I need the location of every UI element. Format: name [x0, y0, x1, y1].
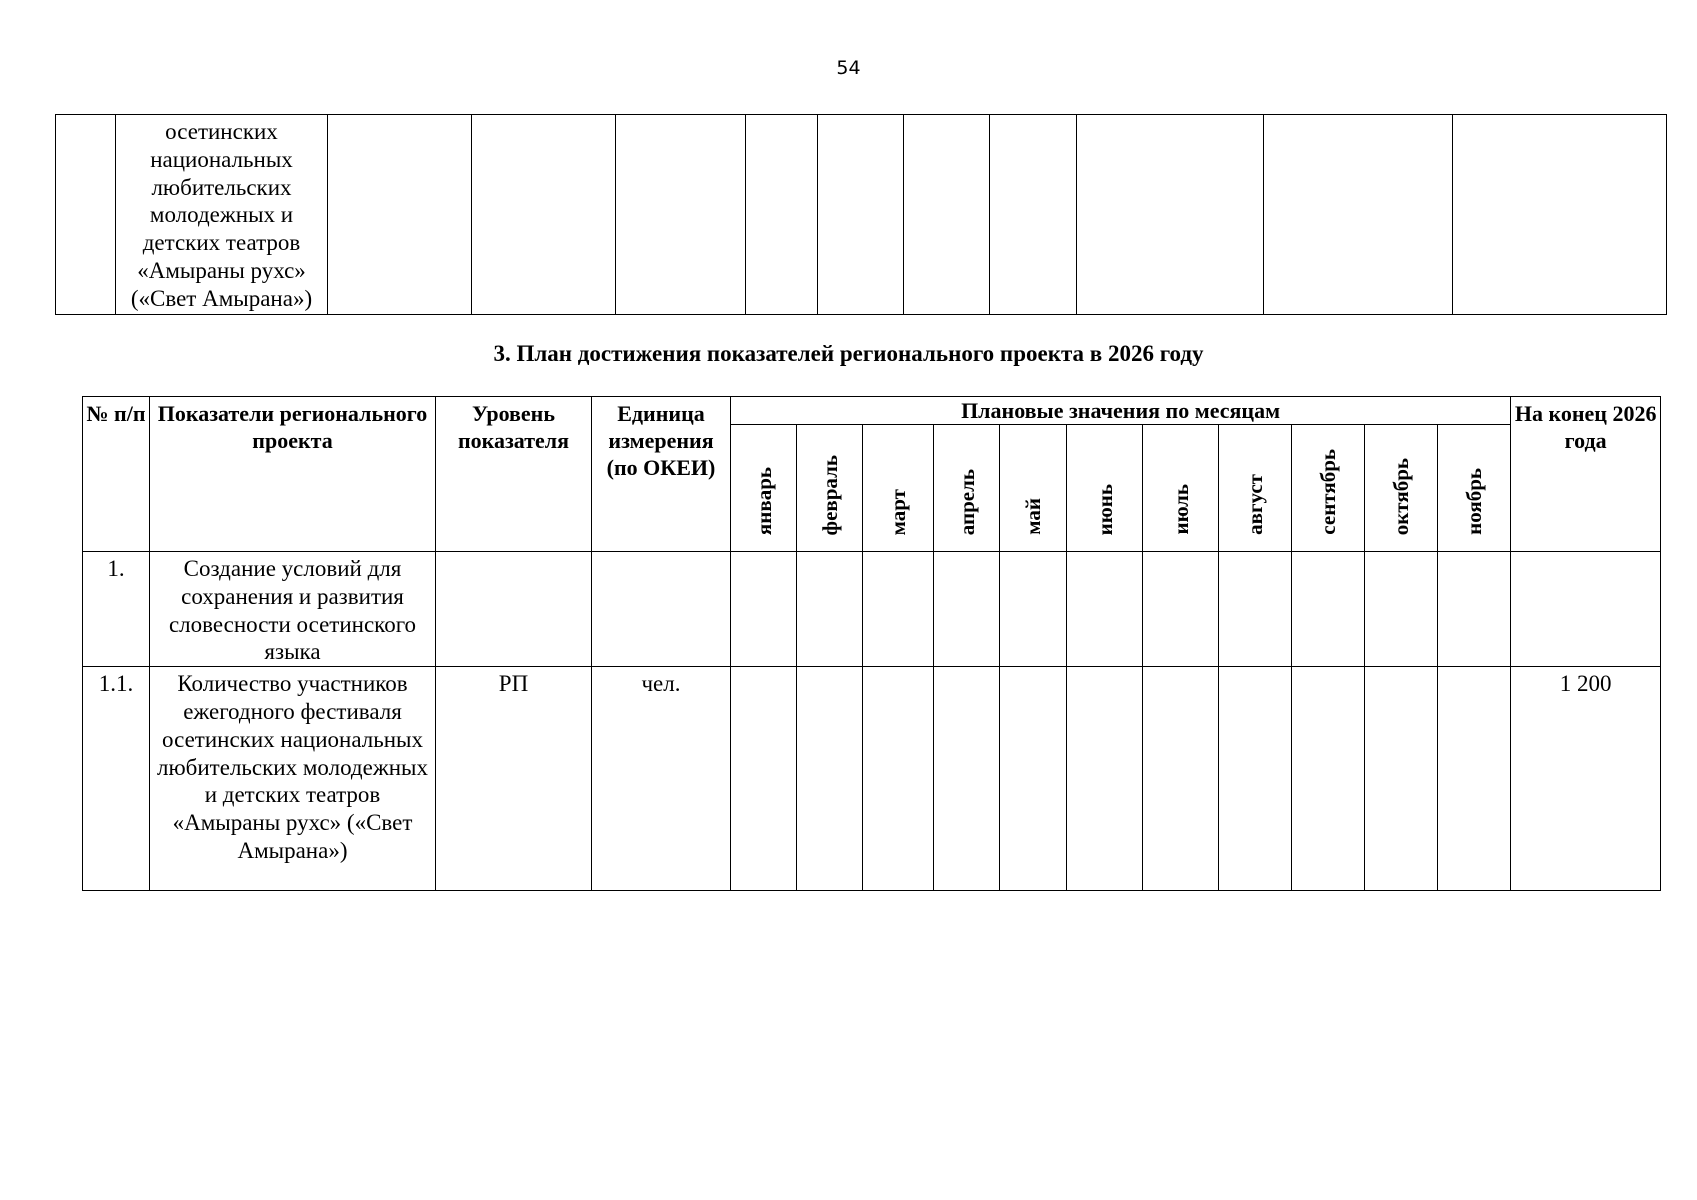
month-label: май [1021, 498, 1045, 535]
continuation-row [56, 115, 1667, 315]
month-label: март [886, 488, 910, 535]
row-month-value [1365, 667, 1438, 891]
continuation-cell [1453, 115, 1667, 315]
row-month-value [934, 667, 1000, 891]
row-unit [592, 552, 731, 667]
header-month-april [934, 425, 1000, 552]
row-month-value [797, 552, 863, 667]
header-month-november [1438, 425, 1511, 552]
row-num: 1. [83, 552, 150, 667]
continuation-cell [328, 115, 472, 315]
header-month-june [1067, 425, 1143, 552]
month-label: сентябрь [1316, 449, 1340, 535]
header-month-february [797, 425, 863, 552]
row-month-value [1143, 552, 1219, 667]
row-end-value: 1 200 [1511, 667, 1661, 891]
continuation-cell [1264, 115, 1453, 315]
continuation-cell [1077, 115, 1264, 315]
page-number: 54 [836, 57, 861, 79]
month-label: апрель [954, 468, 979, 535]
header-month-may [1000, 425, 1067, 552]
header-planned-values: Плановые значения по месяцам [731, 397, 1511, 425]
continuation-table [55, 114, 1667, 315]
month-label: октябрь [1389, 457, 1413, 535]
continuation-cell [904, 115, 990, 315]
month-label: январь [751, 466, 776, 535]
row-month-value [1219, 552, 1292, 667]
continuation-cell [746, 115, 818, 315]
row-month-value [1438, 552, 1511, 667]
month-label: ноябрь [1462, 468, 1487, 535]
header-num: № п/п [83, 397, 150, 552]
month-label: август [1243, 474, 1267, 535]
row-indicator: Количество участников ежегодного фестиваля осетинских национальных любительских молодежных и детских театров «Амыраны рухс» («Свет Амырана») [150, 667, 436, 891]
header-month-august [1219, 425, 1292, 552]
row-month-value [1067, 552, 1143, 667]
continuation-indicator-text: осетинских национальных любительских молодежных и детских театров «Амыраны рухс» («Свет Амырана») [116, 115, 328, 315]
row-month-value [1000, 667, 1067, 891]
row-end-value [1511, 552, 1661, 667]
row-month-value [731, 667, 797, 891]
row-level [436, 552, 592, 667]
row-unit: чел. [592, 667, 731, 891]
row-month-value [1365, 552, 1438, 667]
table-header-row [83, 397, 1661, 425]
header-indicator: Показатели регионального проекта [150, 397, 436, 552]
month-label: июль [1168, 484, 1193, 535]
row-month-value [1219, 667, 1292, 891]
row-month-value [863, 667, 934, 891]
header-month-october [1365, 425, 1438, 552]
row-month-value [731, 552, 797, 667]
header-end-of-year: На конец 2026 года [1511, 397, 1661, 552]
continuation-cell-num [56, 115, 116, 315]
header-month-september [1292, 425, 1365, 552]
row-indicator: Создание условий для сохранения и развития словесности осетинского языка [150, 552, 436, 667]
row-month-value [1292, 667, 1365, 891]
month-label: февраль [817, 454, 842, 535]
indicators-plan-table [82, 396, 1661, 891]
row-month-value [934, 552, 1000, 667]
table-row [83, 667, 1661, 891]
month-label: июнь [1092, 483, 1117, 535]
continuation-cell [616, 115, 746, 315]
header-level: Уровень показателя [436, 397, 592, 552]
header-month-july [1143, 425, 1219, 552]
row-month-value [1067, 667, 1143, 891]
table-row [83, 552, 1661, 667]
row-num: 1.1. [83, 667, 150, 891]
row-month-value [1000, 552, 1067, 667]
row-month-value [1438, 667, 1511, 891]
row-month-value [797, 667, 863, 891]
continuation-cell [818, 115, 904, 315]
header-month-january [731, 425, 797, 552]
continuation-cell [990, 115, 1077, 315]
row-month-value [863, 552, 934, 667]
header-unit: Единица измерения (по ОКЕИ) [592, 397, 731, 552]
row-month-value [1292, 552, 1365, 667]
section-title: 3. План достижения показателей регионального проекта в 2026 году [493, 341, 1204, 366]
row-month-value [1143, 667, 1219, 891]
row-level: РП [436, 667, 592, 891]
header-month-march [863, 425, 934, 552]
continuation-cell [472, 115, 616, 315]
